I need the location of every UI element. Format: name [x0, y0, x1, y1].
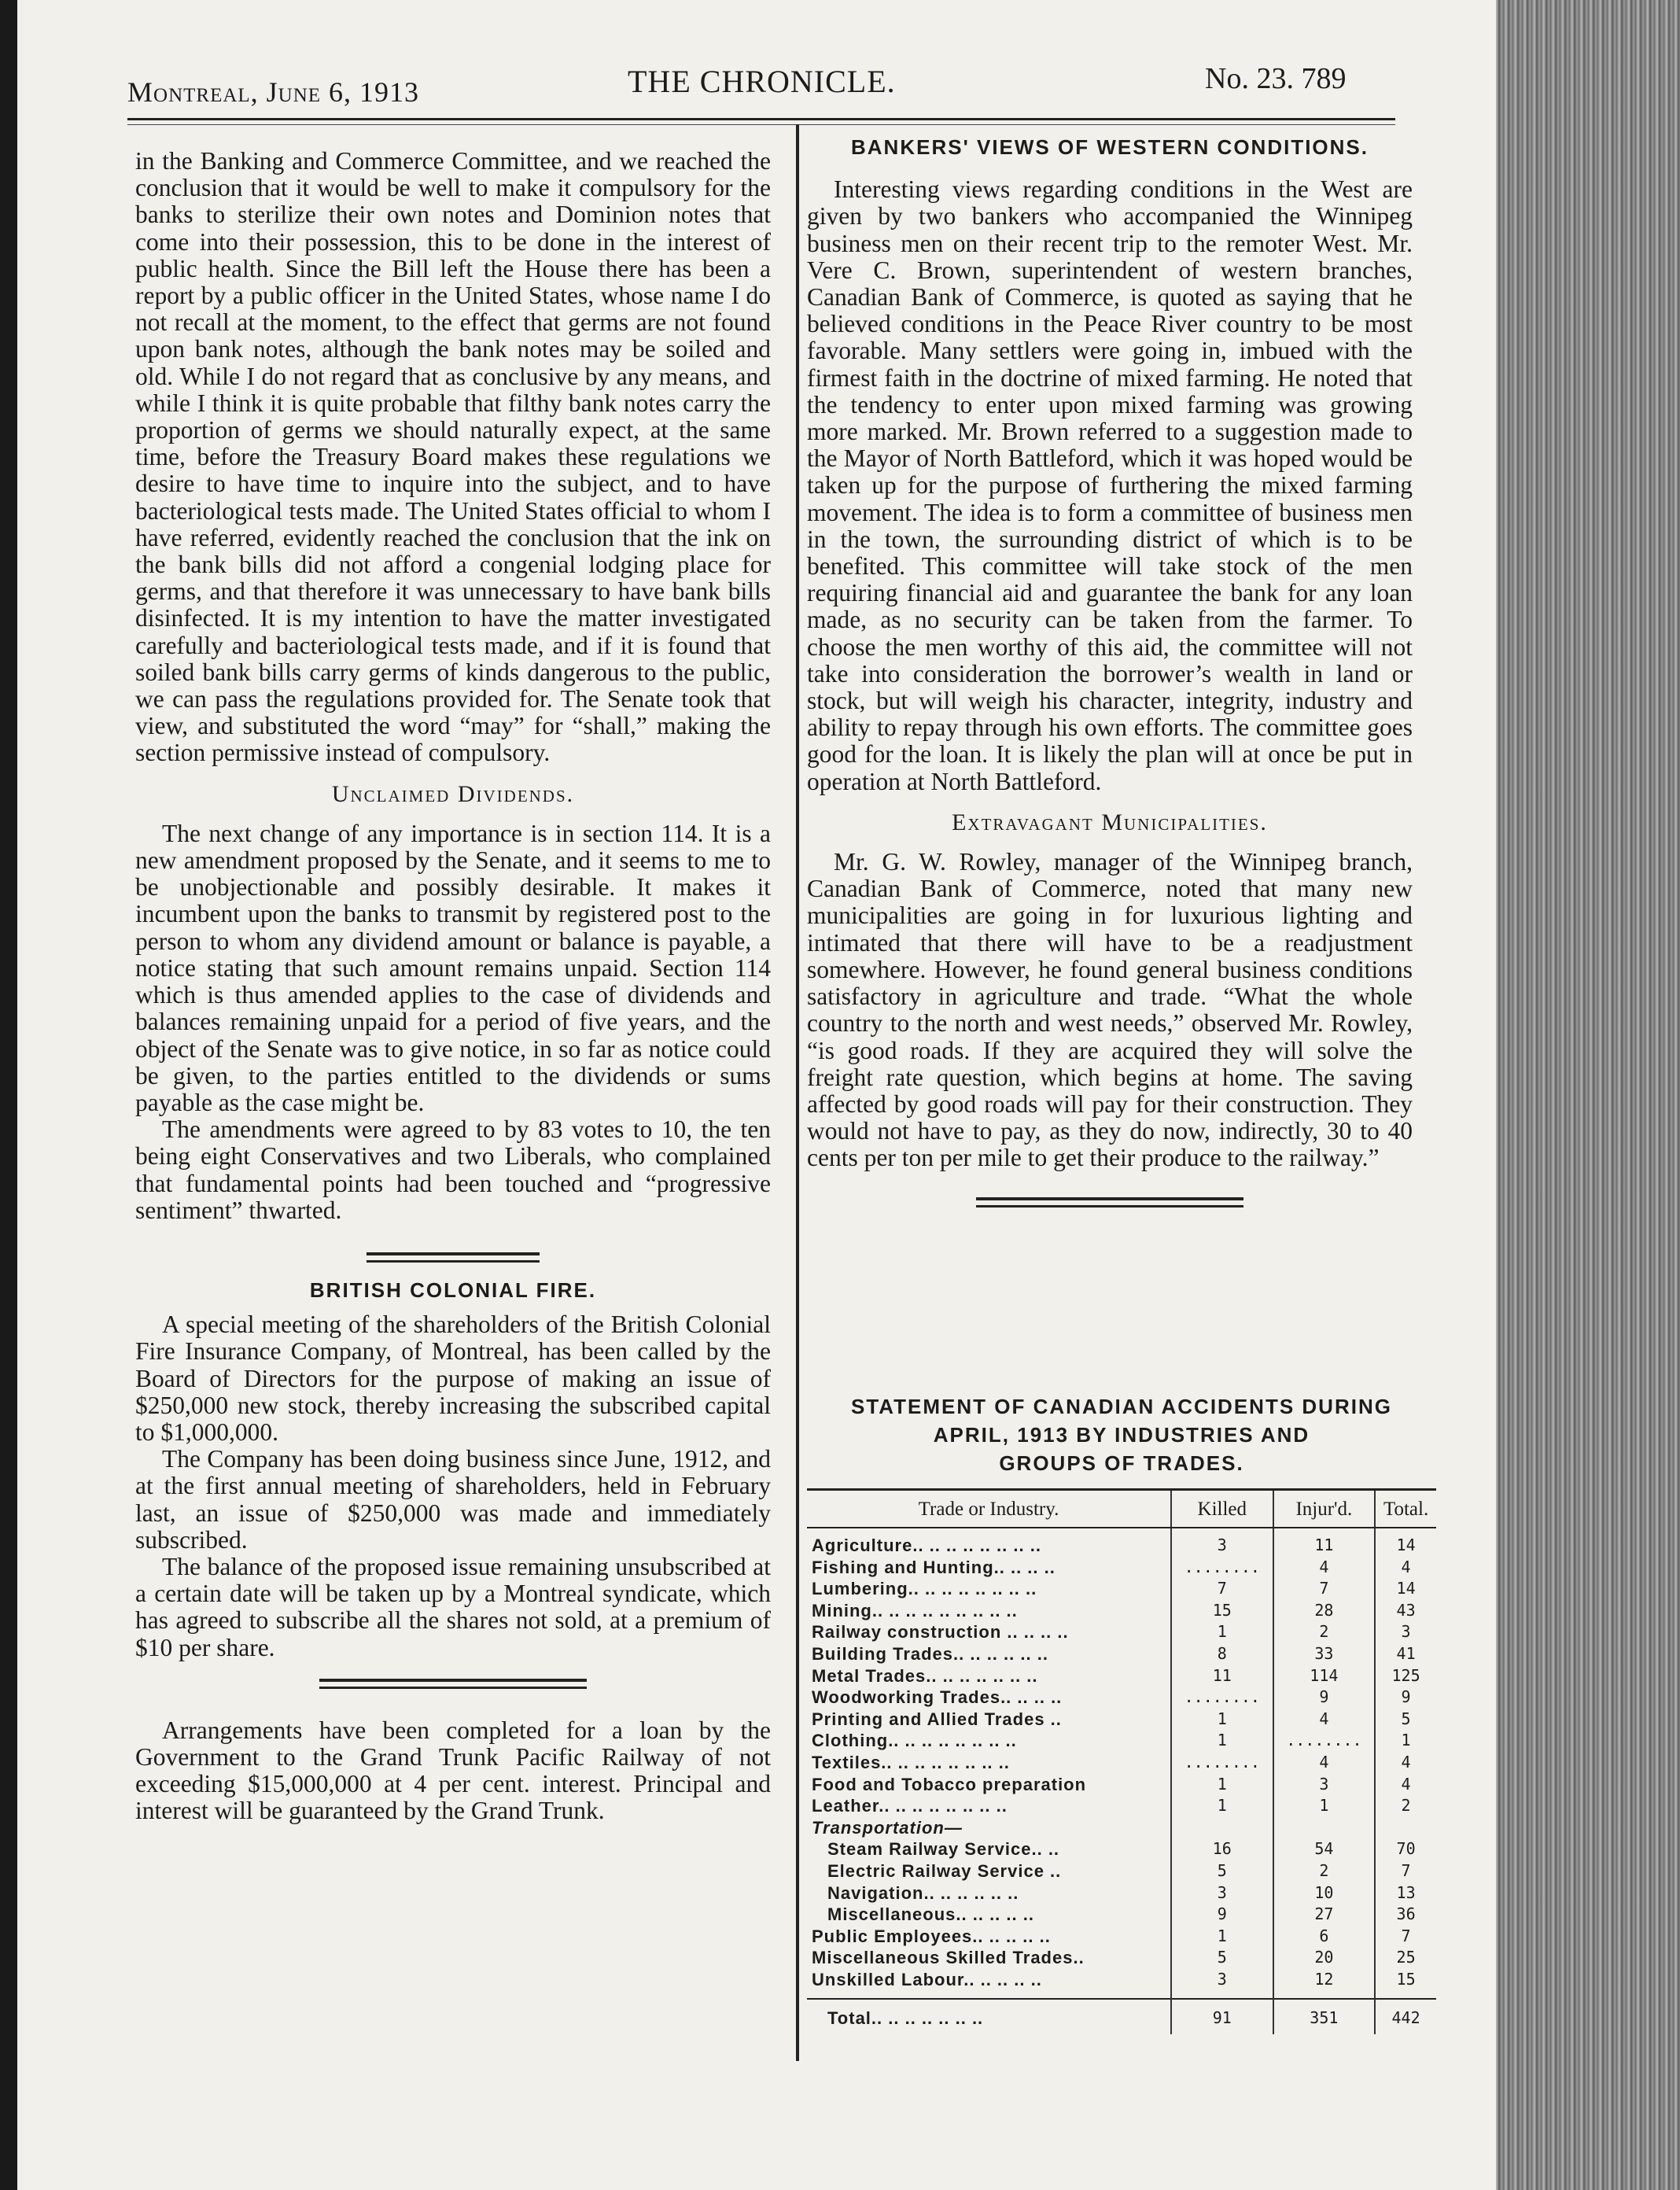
table-row [807, 1752, 1436, 1774]
cell-trade: Unskilled Labour.. .. .. .. .. [812, 1969, 1042, 1989]
cell-trade: Lumbering.. .. .. .. .. .. .. .. [812, 1579, 1037, 1599]
cell-total: 4 [1375, 1557, 1436, 1579]
cell-total: 125 [1375, 1665, 1436, 1687]
cell-killed: ........ [1171, 1557, 1273, 1579]
table-body [807, 1528, 1436, 2034]
paragraph: Arrangements have been completed for a loan by the Government to the Grand Trunk Pacific Railway of not exceeding $15,000,000 at 4 per cent. interest. Principal and interest will be guaranteed by the Grand Trunk. [135, 1716, 771, 1825]
paragraph: Mr. G. W. Rowley, manager of the Winnipeg branch, Canadian Bank of Commerce, noted that many new municipalities are going in for luxurious lighting and intimated that there will have to be a readjustment somewhere. However, he found general business conditions satisfactory in agriculture and trade. “What the whole country to the north and west needs,” observed Mr. Rowley, “is good roads. If they are acquired they will solve the freight rate question, which begins at home. The saving affected by good roads will pay for their construction. They would not have to pay, as they do now, indirectly, 30 to 40 cents per ton per mile to get their produce to the railway.” [807, 848, 1413, 1172]
cell-injured: 4 [1273, 1752, 1376, 1774]
cell-trade: Textiles.. .. .. .. .. .. .. .. [812, 1752, 1010, 1772]
table-row [807, 1795, 1436, 1817]
cell-trade: Miscellaneous.. .. .. .. .. [827, 1904, 1034, 1925]
cell-killed: 7 [1171, 1578, 1273, 1600]
cell-injured: 27 [1273, 1904, 1376, 1926]
section-heading-unclaimed-dividends: Unclaimed Dividends. [331, 780, 575, 807]
cell-total: 9 [1375, 1687, 1436, 1709]
cell-injured: 4 [1273, 1557, 1376, 1579]
cell-total: 2 [1375, 1795, 1436, 1817]
cell-injured: 7 [1273, 1578, 1376, 1600]
header-rule-thin [127, 124, 1395, 125]
cell-killed: 1 [1171, 1795, 1273, 1817]
cell-killed: 11 [1171, 1665, 1273, 1687]
cell-killed: 16 [1171, 1838, 1273, 1860]
paragraph: Interesting views regarding conditions in the West are given by two bankers who accompanied the Winnipeg business men on their recent trip to the remoter West. Mr. Vere C. Brown, superintendent of western branches, Canadian Bank of Commerce, is quoted as saying that he believed conditions in the Peace River country to be most favorable. Many settlers were going in, imbued with the firmest faith in the doctrine of mixed farming. He noted that the tendency to enter upon mixed farming was growing more marked. Mr. Brown referred to a suggestion made to the Mayor of North Battleford, which it was hoped would be taken up for the purpose of furthering the mixed farming movement. The idea is to form a committee of business men in the town, the surrounding district of which is to be benefited. This committee will take stock of the men requiring financial aid and guarantee the bank for any loan made, as no security can be taken from the farmer. To choose the men worthy of this aid, the committee will not take into consideration the borrower’s wealth in land or stock, but will weigh his character, integrity, industry and ability to repay through his own efforts. The committee goes good for the loan. It is likely the plan will at once be put in operation at North Battleford. [807, 175, 1413, 795]
column-header-trade: Trade or Industry. [807, 1490, 1171, 1528]
cell-injured: 2 [1273, 1860, 1376, 1882]
table-row [807, 1687, 1436, 1709]
paragraph: A special meeting of the shareholders of the British Colonial Fire Insurance Company, of Montreal, has been called by the Board of Directors for the purpose of making an issue of $250,000 new stock, thereby increasing the subscribed capital to $1,000,000. [135, 1311, 771, 1446]
table-title-line: GROUPS OF TRADES. [999, 1451, 1244, 1475]
cell-total: 41 [1375, 1643, 1436, 1665]
cell-trade: Agriculture.. .. .. .. .. .. .. .. [812, 1536, 1041, 1555]
paragraph: The next change of any importance is in section 114. It is a new amendment proposed by the Senate, and it seems to me to be unobjectionable and possibly desirable. It makes it incumbent upon the banks to transmit by registered post to the person to whom any dividend amount or balance is payable, a notice stating that such amount remains unpaid. Section 114 which is thus amended applies to the case of dividends and balances remaining unpaid for a period of five years, and the object of the Senate was to give notice, in so far as notice could be given, to the parties entitled to the dividends or sums payable as the case might be. [135, 819, 771, 1116]
cell-killed: 1 [1171, 1709, 1273, 1731]
header-publication-title: THE CHRONICLE. [628, 64, 896, 99]
table-row [807, 1557, 1436, 1579]
cell-injured: 114 [1273, 1665, 1376, 1687]
empty-cell [1375, 1817, 1436, 1839]
cell-killed: 9 [1171, 1904, 1273, 1926]
cell-injured: 1 [1273, 1795, 1376, 1817]
table-row [807, 1665, 1436, 1687]
header-issue-page: No. 23. 789 [1205, 62, 1347, 95]
group-label-transportation: Transportation— [812, 1817, 963, 1838]
empty-cell [1273, 1817, 1376, 1839]
header-rule [127, 118, 1395, 120]
table-row [807, 1528, 1436, 1557]
cell-total: 7 [1375, 1926, 1436, 1948]
cell-total: 36 [1375, 1904, 1436, 1926]
table-row [807, 1600, 1436, 1622]
table-total-row [807, 1999, 1436, 2034]
column-header-killed: Killed [1171, 1490, 1273, 1528]
table-row [807, 1621, 1436, 1643]
cell-injured: 12 [1273, 1969, 1376, 2000]
cell-injured: 4 [1273, 1709, 1376, 1731]
table-row [807, 1969, 1436, 2000]
table-group-row [807, 1817, 1436, 1839]
cell-injured: 3 [1273, 1774, 1376, 1796]
paragraph: The balance of the proposed issue remaining unsubscribed at a certain date will be taken up by a Montreal syndicate, which has agreed to subscribe all the shares not sold, at a premium of $10 per share. [135, 1552, 771, 1661]
cell-total: 5 [1375, 1709, 1436, 1731]
table-row [807, 1838, 1436, 1860]
cell-total: 43 [1375, 1600, 1436, 1622]
table-header-row [807, 1490, 1436, 1528]
cell-injured: 351 [1273, 1999, 1376, 2034]
left-column [135, 148, 771, 1825]
cell-killed: 3 [1171, 1882, 1273, 1904]
page-header [17, 61, 1496, 109]
cell-total: 1 [1375, 1730, 1436, 1752]
cell-trade: Food and Tobacco preparation [812, 1774, 1087, 1794]
section-heading-extravagant-municipalities: Extravagant Municipalities. [952, 809, 1268, 835]
cell-total: 15 [1375, 1969, 1436, 2000]
column-header-total: Total. [1375, 1490, 1436, 1528]
cell-killed: 91 [1171, 1999, 1273, 2034]
table-row [807, 1643, 1436, 1665]
column-header-injured: Injur'd. [1273, 1490, 1376, 1528]
table-title-line: STATEMENT OF CANADIAN ACCIDENTS DURING [851, 1395, 1392, 1418]
header-dateline: Montreal, June 6, 1913 [127, 76, 420, 108]
cell-trade: Electric Railway Service .. [827, 1860, 1062, 1881]
right-column [807, 134, 1413, 1207]
table-row [807, 1860, 1436, 1882]
table-row [807, 1904, 1436, 1926]
section-divider-rule [367, 1252, 540, 1263]
accidents-table [807, 1488, 1436, 2034]
cell-total: 70 [1375, 1838, 1436, 1860]
cell-trade: Fishing and Hunting.. .. .. .. [812, 1557, 1056, 1577]
article-heading-british-colonial-fire: BRITISH COLONIAL FIRE. [309, 1278, 597, 1302]
cell-trade: Railway construction .. .. .. .. [812, 1622, 1069, 1642]
cell-trade: Total.. .. .. .. .. .. .. [807, 1999, 1171, 2034]
cell-trade: Woodworking Trades.. .. .. .. [812, 1687, 1063, 1708]
cell-total: 13 [1375, 1882, 1436, 1904]
cell-total: 3 [1375, 1621, 1436, 1643]
cell-trade: Leather.. .. .. .. .. .. .. .. [812, 1796, 1008, 1816]
cell-trade: Steam Railway Service.. .. [827, 1839, 1060, 1860]
cell-killed: 1 [1171, 1730, 1273, 1752]
cell-injured: 10 [1273, 1882, 1376, 1904]
newspaper-page [17, 0, 1496, 2190]
table-row [807, 1730, 1436, 1752]
cell-total: 442 [1375, 1999, 1436, 2034]
table-row [807, 1774, 1436, 1796]
cell-injured: 28 [1273, 1600, 1376, 1622]
cell-injured: 54 [1273, 1838, 1376, 1860]
cell-killed: 1 [1171, 1926, 1273, 1948]
cell-killed: 5 [1171, 1947, 1273, 1969]
table-title-line: APRIL, 1913 BY INDUSTRIES AND [933, 1423, 1310, 1447]
cell-trade: Mining.. .. .. .. .. .. .. .. .. [812, 1600, 1018, 1620]
cell-injured: 2 [1273, 1621, 1376, 1643]
cell-killed: ........ [1171, 1687, 1273, 1709]
section-divider-rule [976, 1197, 1243, 1207]
table-row [807, 1882, 1436, 1904]
cell-killed: 1 [1171, 1621, 1273, 1643]
cell-injured: 9 [1273, 1687, 1376, 1709]
table-row [807, 1947, 1436, 1969]
article-continuation-paragraph: in the Banking and Commerce Committee, and we reached the conclusion that it would be well to make it compulsory for the banks to sterilize their own notes and Dominion notes that come into their possession, this to be done in the interest of public health. Since the Bill left the House there has been a report by a public officer in the United States, whose name I do not recall at the moment, to the effect that germs are not found upon bank notes, although the bank notes may be soiled and old. While I do not regard that as conclusive by any means, and while I think it is quite probable that filthy bank notes carry the proportion of germs we should naturally expect, at the same time, before the Treasury Board makes these regulations we desire to have time to inquire into the subject, and to have bacteriological tests made. The United States official to whom I have referred, evidently reached the conclusion that the ink on the bank bills did not afford a congenial lodging place for germs, and that therefore it was unnecessary to have bank bills disinfected. It is my intention to have the matter investigated carefully and bacteriological tests made, and if it is found that soiled bank bills carry germs of kinds dangerous to the public, we can pass the regulations provided for. The Senate took that view, and substituted the word “may” for “shall,” making the section permissive instead of compulsory. [135, 147, 771, 767]
cell-total: 4 [1375, 1774, 1436, 1796]
cell-total: 25 [1375, 1947, 1436, 1969]
paragraph: The amendments were agreed to by 83 votes to 10, the ten being eight Conservatives and two Liberals, who complained that fundamental points had been touched and “progressive sentiment” thwarted. [135, 1115, 771, 1224]
cell-trade: Printing and Allied Trades .. [812, 1709, 1062, 1729]
cell-injured: 20 [1273, 1947, 1376, 1969]
cell-trade: Miscellaneous Skilled Trades.. [812, 1948, 1085, 1968]
empty-cell [1171, 1817, 1273, 1839]
cell-total: 4 [1375, 1752, 1436, 1774]
table-row [807, 1709, 1436, 1731]
cell-total: 14 [1375, 1528, 1436, 1557]
cell-trade: Building Trades.. .. .. .. .. .. [812, 1643, 1048, 1664]
cell-injured: 33 [1273, 1643, 1376, 1665]
cell-trade: Public Employees.. .. .. .. .. [812, 1926, 1051, 1946]
table-row [807, 1926, 1436, 1948]
cell-injured: ........ [1273, 1730, 1376, 1752]
cell-killed: 3 [1171, 1528, 1273, 1557]
cell-trade: Navigation.. .. .. .. .. .. [827, 1882, 1019, 1903]
cell-trade: Clothing.. .. .. .. .. .. .. .. [812, 1731, 1017, 1751]
cell-injured: 6 [1273, 1926, 1376, 1948]
cell-killed: 1 [1171, 1774, 1273, 1796]
cell-total: 14 [1375, 1578, 1436, 1600]
cell-killed: 3 [1171, 1969, 1273, 2000]
cell-killed: ........ [1171, 1752, 1273, 1774]
article-heading-bankers-views: BANKERS' VIEWS OF WESTERN CONDITIONS. [851, 135, 1369, 159]
cell-killed: 5 [1171, 1860, 1273, 1882]
cell-total: 7 [1375, 1860, 1436, 1882]
column-divider [796, 124, 799, 2061]
accidents-statement [807, 1392, 1436, 2034]
book-spine [1494, 0, 1680, 2190]
cell-killed: 15 [1171, 1600, 1273, 1622]
cell-trade: Metal Trades.. .. .. .. .. .. .. [812, 1665, 1038, 1686]
paragraph: The Company has been doing business since June, 1912, and at the first annual meeting of shareholders, held in February last, an issue of $250,000 was made and immediately subscribed. [135, 1445, 771, 1554]
section-divider-rule [319, 1679, 587, 1689]
cell-killed: 8 [1171, 1643, 1273, 1665]
table-row [807, 1578, 1436, 1600]
cell-injured: 11 [1273, 1528, 1376, 1557]
